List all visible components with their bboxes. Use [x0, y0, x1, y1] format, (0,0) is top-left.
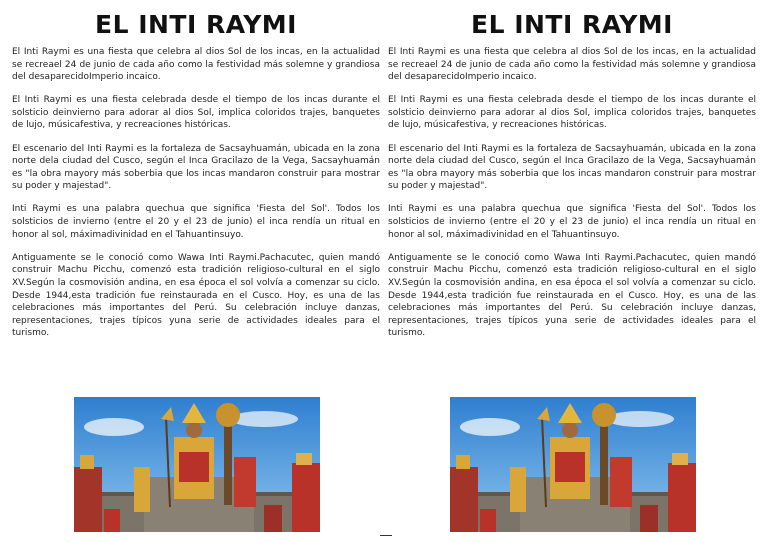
page-title: EL INTI RAYMI [471, 10, 673, 39]
paragraph-5: Antiguamente se le conoció como Wawa Inti Raymi.Pachacutec, quien mandó construir Machu Picchu, comenzó esta tradición religioso-cultural en el siglo XV.Según la cosmovisión andina, en esa época el sol volvía a comenzar su ciclo. Desde 1944,esta tradición fue reinstaurada en el Cusco. Hoy, es una de las celebraciones más importantes del Perú. Su celebración incluye danzas, representaciones, trajes típicos yuna serie de actividades ideales para el turismo. [12, 252, 380, 339]
inti-raymi-photo [450, 397, 696, 532]
paragraph-1: El Inti Raymi es una fiesta que celebra al dios Sol de los incas, en la actualidad se recreael 24 de junio de cada año como la festividad más solemne y grandiosa del desaparecidoImperio incaico. [12, 47, 380, 83]
paragraph-5: Antiguamente se le conoció como Wawa Inti Raymi.Pachacutec, quien mandó construir Machu Picchu, comenzó esta tradición religioso-cultural en el siglo XV.Según la cosmovisión andina, en esa época el sol volvía a comenzar su ciclo. Desde 1944,esta tradición fue reinstaurada en el Cusco. Hoy, es una de las celebraciones más importantes del Perú. Su celebración incluye danzas, representaciones, trajes típicos yuna serie de actividades ideales para el turismo. [388, 252, 756, 339]
paragraph-2: El Inti Raymi es una fiesta celebrada desde el tiempo de los incas durante el solsticio deinvierno para adorar al dios Sol, implica coloridos trajes, banquetes de lujo, músicafestiva, y recreaciones históricas. [12, 95, 380, 131]
paragraph-3: El escenario del Inti Raymi es la fortaleza de Sacsayhuamán, ubicada en la zona norte dela ciudad del Cusco, según el Inca Gracilazo de la Vega, Sacsayhuamán es "la obra mayory más soberbia que los incas mandaron construir para mostrar su poder y majestad". [388, 143, 756, 192]
paragraph-4: Inti Raymi es una palabra quechua que significa 'Fiesta del Sol'. Todos los solsticios de invierno (entre el 20 y el 23 de junio) el inca rendía un ritual en honor al sol, máximadivinidad en el Tahuantinsuyo. [12, 204, 380, 240]
ceremony-illustration [450, 397, 696, 532]
paragraph-1: El Inti Raymi es una fiesta que celebra al dios Sol de los incas, en la actualidad se recreael 24 de junio de cada año como la festividad más solemne y grandiosa del desaparecidoImperio incaico. [388, 47, 756, 83]
paragraph-4: Inti Raymi es una palabra quechua que significa 'Fiesta del Sol'. Todos los solsticios de invierno (entre el 20 y el 23 de junio) el inca rendía un ritual en honor al sol, máximadivinidad en el Tahuantinsuyo. [388, 204, 756, 240]
inti-raymi-photo [74, 397, 320, 532]
ceremony-illustration [74, 397, 320, 532]
paragraph-2: El Inti Raymi es una fiesta celebrada desde el tiempo de los incas durante el solsticio deinvierno para adorar al dios Sol, implica coloridos trajes, banquetes de lujo, músicafestiva, y recreaciones históricas. [388, 95, 756, 131]
page-title: EL INTI RAYMI [95, 10, 297, 39]
paragraph-3: El escenario del Inti Raymi es la fortaleza de Sacsayhuamán, ubicada en la zona norte dela ciudad del Cusco, según el Inca Gracilazo de la Vega, Sacsayhuamán es "la obra mayory más soberbia que los incas mandaron construir para mostrar su poder y majestad". [12, 143, 380, 192]
document-page-right [388, 0, 756, 543]
document-page-left [12, 0, 380, 543]
page-fold-mark [380, 535, 392, 536]
